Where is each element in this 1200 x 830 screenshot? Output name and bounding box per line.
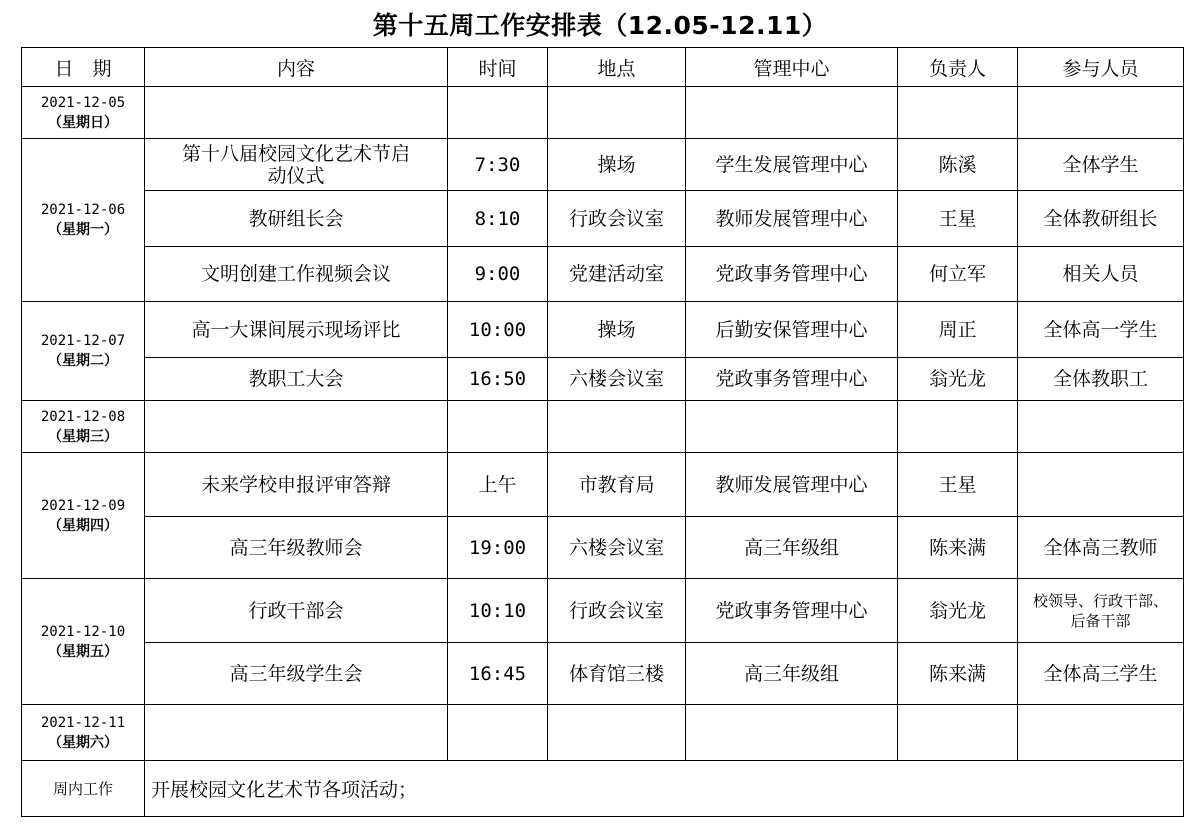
leader-cell: 王星	[898, 453, 1018, 517]
weekday-text: （星期三）	[48, 428, 118, 445]
place-cell: 体育馆三楼	[548, 643, 686, 705]
time-cell: 7:30	[448, 139, 548, 191]
header-date: 日 期	[22, 48, 145, 87]
time-cell: 上午	[448, 453, 548, 517]
weekday-text: （星期五）	[48, 643, 118, 660]
time-cell: 10:10	[448, 579, 548, 643]
participants-cell: 全体高一学生	[1018, 302, 1184, 358]
place-cell	[548, 705, 686, 761]
table-row	[22, 705, 1184, 761]
participants-cell: 全体教研组长	[1018, 191, 1184, 247]
date-text: 2021-12-09	[40, 497, 126, 514]
table-row	[22, 139, 1184, 191]
table-row	[22, 247, 1184, 302]
leader-cell	[898, 705, 1018, 761]
date-cell	[22, 401, 145, 453]
participants-cell: 全体学生	[1018, 139, 1184, 191]
date-text: 2021-12-08	[40, 408, 126, 425]
date-text: 2021-12-06	[40, 202, 126, 218]
leader-cell: 陈来满	[898, 517, 1018, 579]
leader-cell: 王星	[898, 191, 1018, 247]
page-title: 第十五周工作安排表（12.05-12.11）	[372, 11, 828, 40]
place-cell	[548, 401, 686, 453]
header-leader: 负责人	[898, 48, 1018, 87]
header-participants: 参与人员	[1018, 48, 1184, 87]
center-cell: 高三年级组	[686, 643, 898, 705]
weekly-text: 开展校园文化艺术节各项活动；	[145, 761, 1184, 817]
weekly-row	[22, 761, 1184, 817]
table-row	[22, 579, 1184, 643]
date-cell	[22, 302, 145, 401]
participants-cell: 全体高三学生	[1018, 643, 1184, 705]
date-text: 2021-12-10	[40, 623, 126, 640]
leader-cell: 翁光龙	[898, 579, 1018, 643]
weekday-text: （星期六）	[48, 734, 118, 751]
participants-cell	[1018, 705, 1184, 761]
center-cell: 教师发展管理中心	[686, 453, 898, 517]
date-text: 2021-12-11	[40, 714, 126, 731]
leader-cell: 周正	[898, 302, 1018, 358]
center-cell: 学生发展管理中心	[686, 139, 898, 191]
date-cell	[22, 579, 145, 705]
content-cell: 高三年级教师会	[145, 517, 448, 579]
content-cell	[145, 139, 448, 191]
center-cell	[686, 87, 898, 139]
participants-cell: 相关人员	[1018, 247, 1184, 302]
table-row	[22, 191, 1184, 247]
date-cell	[22, 139, 145, 302]
place-cell: 党建活动室	[548, 247, 686, 302]
table-row	[22, 358, 1184, 401]
content-cell: 教职工大会	[145, 358, 448, 401]
header-content: 内容	[145, 48, 448, 87]
weekday-text: （星期四）	[48, 517, 118, 534]
place-cell: 操场	[548, 302, 686, 358]
place-cell: 六楼会议室	[548, 358, 686, 401]
participants-cell	[1018, 579, 1184, 643]
participants-text: 校领导、行政干部、后备干部	[1032, 591, 1168, 630]
content-cell: 未来学校申报评审答辩	[145, 453, 448, 517]
table-row	[22, 401, 1184, 453]
leader-cell	[898, 87, 1018, 139]
header-place: 地点	[548, 48, 686, 87]
date-cell	[22, 453, 145, 579]
place-cell: 六楼会议室	[548, 517, 686, 579]
leader-cell: 陈来满	[898, 643, 1018, 705]
leader-cell: 翁光龙	[898, 358, 1018, 401]
time-cell	[448, 87, 548, 139]
weekly-label: 周内工作	[22, 761, 145, 817]
table-row	[22, 517, 1184, 579]
content-cell	[145, 705, 448, 761]
table-row	[22, 302, 1184, 358]
date-cell	[22, 87, 145, 139]
participants-cell: 全体教职工	[1018, 358, 1184, 401]
time-cell: 16:50	[448, 358, 548, 401]
center-cell: 后勤安保管理中心	[686, 302, 898, 358]
place-cell: 操场	[548, 139, 686, 191]
place-cell	[548, 87, 686, 139]
time-cell: 8:10	[448, 191, 548, 247]
center-cell: 高三年级组	[686, 517, 898, 579]
leader-cell	[898, 401, 1018, 453]
table-row	[22, 87, 1184, 139]
time-cell: 16:45	[448, 643, 548, 705]
header-center: 管理中心	[686, 48, 898, 87]
participants-cell	[1018, 453, 1184, 517]
participants-cell	[1018, 401, 1184, 453]
place-cell: 行政会议室	[548, 191, 686, 247]
weekday-text: （星期日）	[48, 114, 118, 131]
time-cell: 19:00	[448, 517, 548, 579]
center-cell	[686, 705, 898, 761]
content-cell: 文明创建工作视频会议	[145, 247, 448, 302]
time-cell	[448, 705, 548, 761]
date-cell	[22, 705, 145, 761]
weekday-text: （星期一）	[48, 222, 118, 238]
weekday-text: （星期二）	[48, 353, 118, 369]
participants-cell: 全体高三教师	[1018, 517, 1184, 579]
leader-cell: 陈溪	[898, 139, 1018, 191]
content-cell: 教研组长会	[145, 191, 448, 247]
date-text: 2021-12-07	[40, 333, 126, 349]
leader-cell: 何立军	[898, 247, 1018, 302]
participants-cell	[1018, 87, 1184, 139]
content-cell	[145, 401, 448, 453]
time-cell: 10:00	[448, 302, 548, 358]
content-cell: 高三年级学生会	[145, 643, 448, 705]
table-row	[22, 643, 1184, 705]
content-cell: 行政干部会	[145, 579, 448, 643]
center-cell: 党政事务管理中心	[686, 358, 898, 401]
center-cell: 党政事务管理中心	[686, 579, 898, 643]
center-cell	[686, 401, 898, 453]
time-cell	[448, 401, 548, 453]
center-cell: 党政事务管理中心	[686, 247, 898, 302]
content-text: 第十八届校园文化艺术节启动仪式	[181, 142, 410, 187]
content-cell: 高一大课间展示现场评比	[145, 302, 448, 358]
table-row	[22, 453, 1184, 517]
header-time: 时间	[448, 48, 548, 87]
header-row	[22, 48, 1184, 87]
place-cell: 市教育局	[548, 453, 686, 517]
content-cell	[145, 87, 448, 139]
place-cell: 行政会议室	[548, 579, 686, 643]
date-text: 2021-12-05	[40, 94, 126, 111]
time-cell: 9:00	[448, 247, 548, 302]
schedule-table	[21, 47, 1184, 817]
center-cell: 教师发展管理中心	[686, 191, 898, 247]
